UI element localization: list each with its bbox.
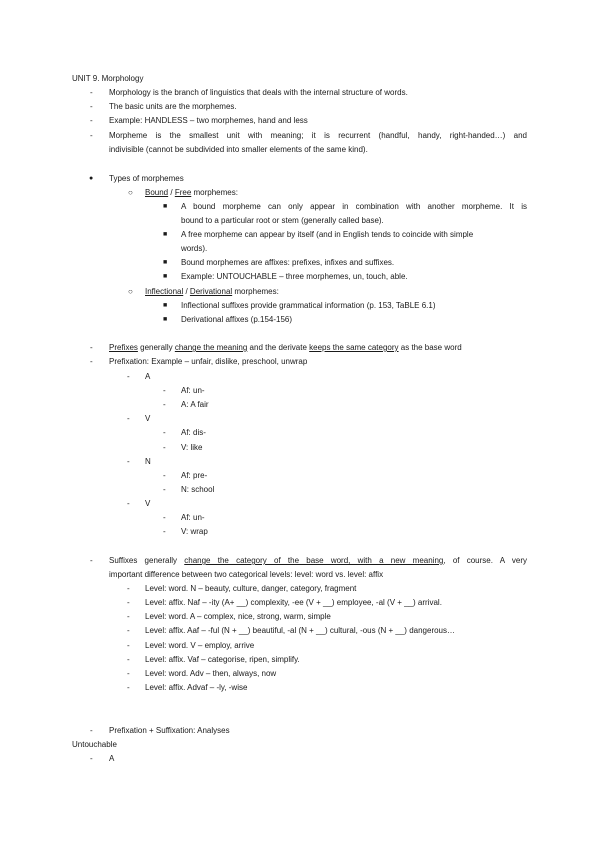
prefixes-line xyxy=(109,343,462,353)
emphasis-change-meaning: change the meaning xyxy=(174,343,248,352)
dash-marker: - xyxy=(163,527,166,536)
bound-free-item: Example: UNTOUCHABLE – three morphemes, un, touch, able. xyxy=(181,272,408,281)
dash-marker: - xyxy=(127,626,130,635)
dash-marker: - xyxy=(163,386,166,395)
category-label: V xyxy=(145,499,151,508)
dash-marker: - xyxy=(90,343,93,352)
level-item: Level: affix. Aaf – -ful (N + __) beautiful, -al (N + __) cultural, -ous (N + __) dangerous… xyxy=(145,626,456,635)
types-heading: Types of morphemes xyxy=(109,174,184,183)
square-marker: ■ xyxy=(163,231,168,238)
separator: / xyxy=(183,287,190,296)
affix-label: Af: un- xyxy=(181,513,205,522)
level-item: Level: word. Adv – then, always, now xyxy=(145,669,277,678)
dash-marker: - xyxy=(90,754,93,763)
emphasis-change-category: change the category of the base word, with a new meaning xyxy=(184,556,444,565)
dash-marker: - xyxy=(163,513,166,522)
derivational-term: Derivational xyxy=(189,287,233,296)
dash-marker: - xyxy=(127,612,130,621)
free-term: Free xyxy=(174,188,192,197)
category-label: V xyxy=(145,414,151,423)
square-marker: ■ xyxy=(163,302,168,309)
inflectional-term: Inflectional xyxy=(145,287,184,296)
category-label: N xyxy=(145,457,151,466)
infl-deriv-heading xyxy=(145,287,279,297)
text-run: and the derivate xyxy=(247,343,310,352)
circle-marker: ○ xyxy=(128,287,133,296)
square-marker: ■ xyxy=(163,203,168,210)
dash-marker: - xyxy=(127,669,130,678)
dash-marker: - xyxy=(90,726,93,735)
infl-deriv-item: Derivational affixes (p.154-156) xyxy=(181,315,293,324)
affix-label: Af: pre- xyxy=(181,471,208,480)
level-item: Level: affix. Advaf – -ly, -wise xyxy=(145,683,248,692)
bound-term: Bound xyxy=(145,188,169,197)
heading-rest: morphemes: xyxy=(191,188,238,197)
square-marker: ■ xyxy=(163,316,168,323)
bullet-marker: ● xyxy=(89,175,94,182)
affix-label: Af: dis- xyxy=(181,428,206,437)
dash-marker: - xyxy=(127,584,130,593)
emphasis-same-category: keeps the same category xyxy=(309,343,399,352)
level-item: Level: word. N – beauty, culture, danger, category, fragment xyxy=(145,584,357,593)
text-run: as the base word xyxy=(398,343,462,352)
analyses-heading: Prefixation + Suffixation: Analyses xyxy=(109,726,230,735)
bound-free-item: A bound morpheme can only appear in combination with another morpheme. It is xyxy=(181,202,527,211)
dash-marker: - xyxy=(163,400,166,409)
prefixation-example: Prefixation: Example – unfair, dislike, preschool, unwrap xyxy=(109,357,308,366)
dash-marker: - xyxy=(127,372,130,381)
intro-item: Morphology is the branch of linguistics that deals with the internal structure of words. xyxy=(109,88,408,97)
dash-marker: - xyxy=(127,499,130,508)
dash-marker: - xyxy=(127,457,130,466)
separator: / xyxy=(168,188,175,197)
dash-marker: - xyxy=(127,683,130,692)
dash-marker: - xyxy=(163,428,166,437)
analysis-category: A xyxy=(109,754,115,763)
square-marker: ■ xyxy=(163,259,168,266)
level-item: Level: word. A – complex, nice, strong, warm, simple xyxy=(145,612,331,621)
text-run: Suffixes generally xyxy=(109,556,185,565)
affix-label: Af: un- xyxy=(181,386,205,395)
bound-free-item: Bound morphemes are affixes: prefixes, infixes and suffixes. xyxy=(181,258,395,267)
dash-marker: - xyxy=(90,131,93,140)
bound-free-heading xyxy=(145,188,238,198)
square-marker: ■ xyxy=(163,273,168,280)
intro-item: The basic units are the morphemes. xyxy=(109,102,237,111)
base-label: N: school xyxy=(181,485,215,494)
base-label: V: wrap xyxy=(181,527,208,536)
dash-marker: - xyxy=(163,471,166,480)
dash-marker: - xyxy=(127,598,130,607)
level-item: Level: affix. Naf – -ity (A+ __) complexity, -ee (V + __) employee, -al (V + __) arrival. xyxy=(145,598,442,607)
dash-marker: - xyxy=(90,556,93,565)
text-run: generally xyxy=(137,343,175,352)
dash-marker: - xyxy=(90,88,93,97)
intro-item: Morpheme is the smallest unit with meaning; it is recurrent (handful, handy, right-handed…) and xyxy=(109,131,527,140)
base-label: V: like xyxy=(181,443,203,452)
dash-marker: - xyxy=(90,116,93,125)
level-item: Level: word. V – employ, arrive xyxy=(145,641,255,650)
level-item: Level: affix. Vaf – categorise, ripen, simplify. xyxy=(145,655,300,664)
base-label: A: A fair xyxy=(181,400,209,409)
dash-marker: - xyxy=(127,414,130,423)
untouchable-heading: Untouchable xyxy=(72,740,117,749)
dash-marker: - xyxy=(163,485,166,494)
dash-marker: - xyxy=(127,641,130,650)
heading-rest: morphemes: xyxy=(232,287,279,296)
category-label: A xyxy=(145,372,151,381)
infl-deriv-item: Inflectional suffixes provide grammatical information (p. 153, TaBLE 6.1) xyxy=(181,301,436,310)
dash-marker: - xyxy=(90,102,93,111)
dash-marker: - xyxy=(127,655,130,664)
suffixes-line xyxy=(109,556,527,566)
intro-item: Example: HANDLESS – two morphemes, hand and less xyxy=(109,116,308,125)
text-run: , of course. A very xyxy=(443,556,527,565)
bound-free-item-continued: words). xyxy=(181,244,208,253)
dash-marker: - xyxy=(90,357,93,366)
suffixes-line-continued: important difference between two categorical levels: level: word vs. level: affix xyxy=(109,570,384,579)
dash-marker: - xyxy=(163,443,166,452)
circle-marker: ○ xyxy=(128,188,133,197)
intro-item-continued: indivisible (cannot be subdivided into smaller elements of the same kind). xyxy=(109,145,368,154)
bound-free-item: A free morpheme can appear by itself (and in English tends to coincide with simple xyxy=(181,230,474,239)
bound-free-item-continued: bound to a particular root or stem (generally called base). xyxy=(181,216,384,225)
prefixes-term: Prefixes xyxy=(109,343,138,352)
document-title: UNIT 9. Morphology xyxy=(72,74,144,83)
